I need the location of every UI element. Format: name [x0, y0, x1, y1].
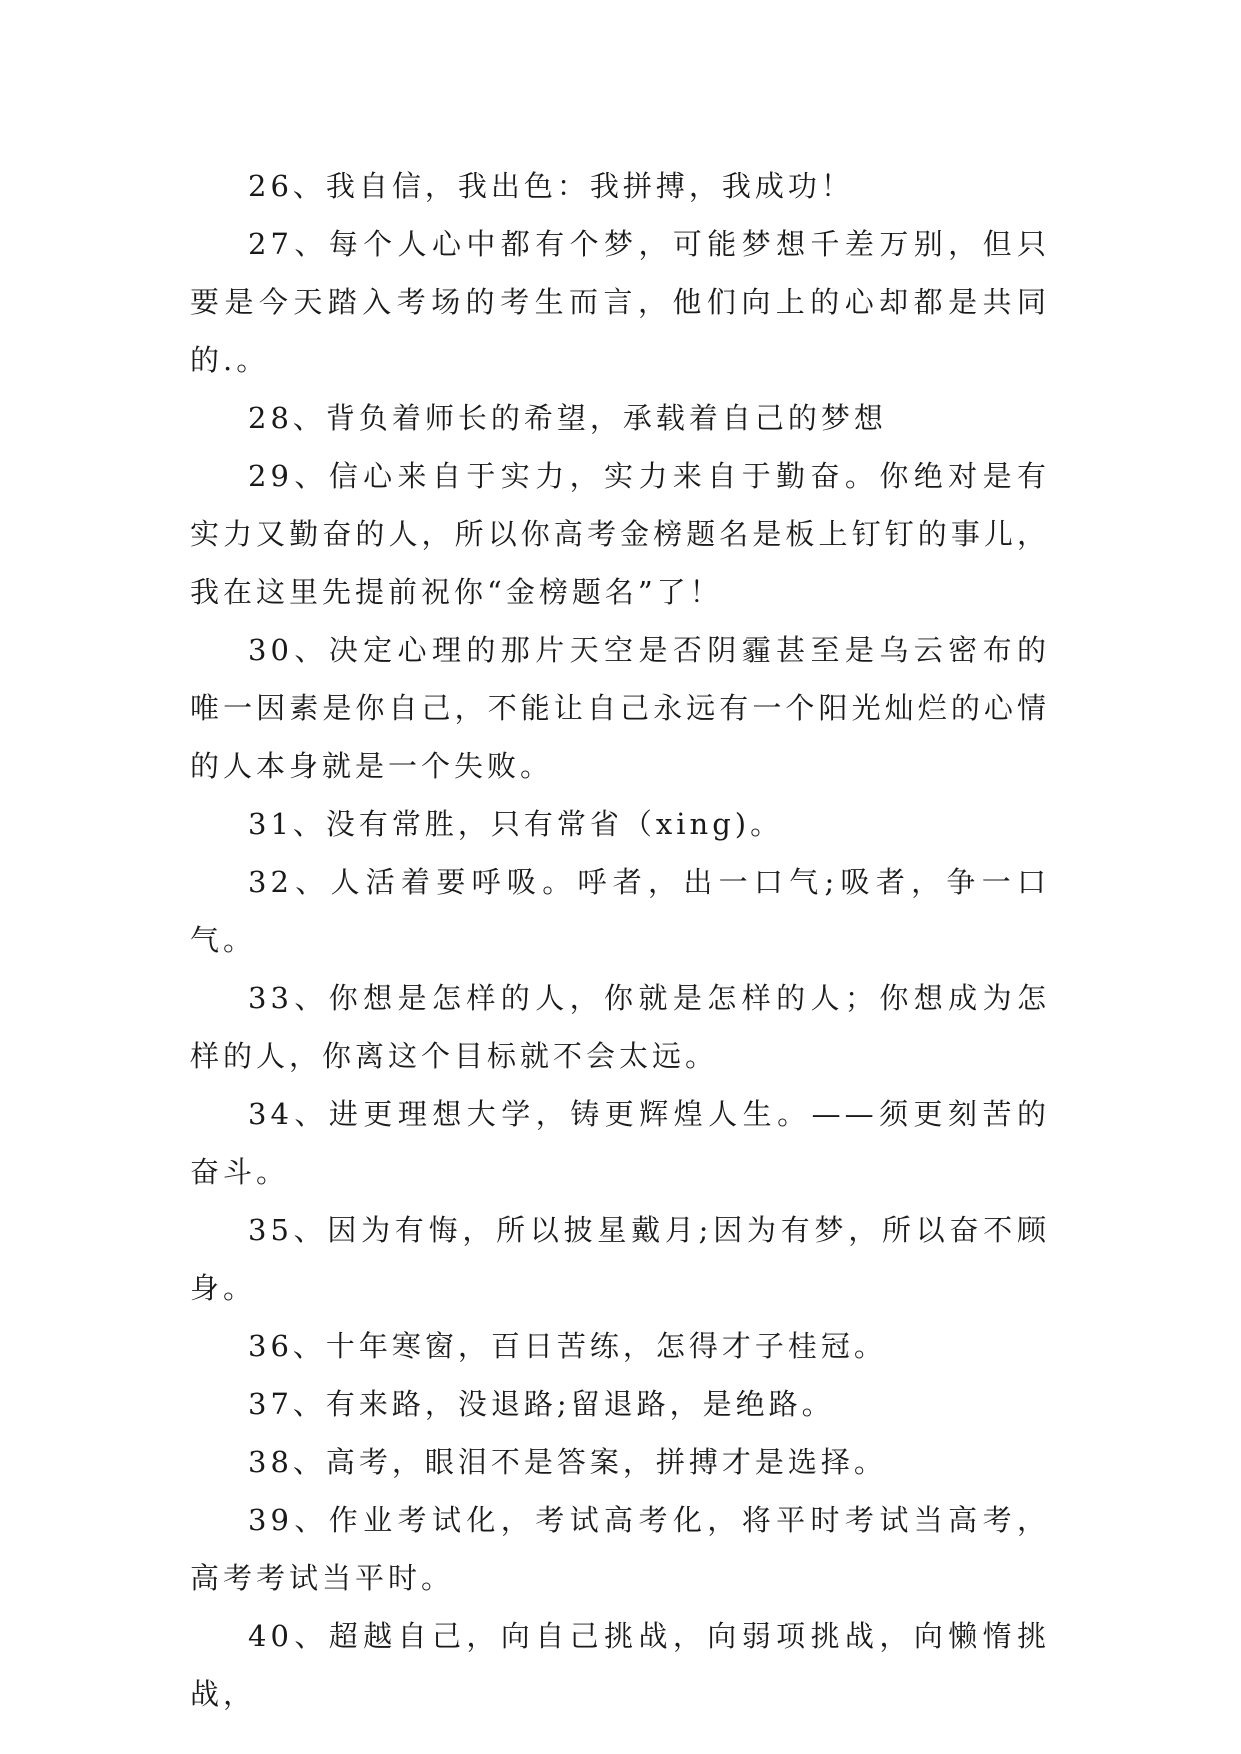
document-body [190, 157, 1050, 1723]
paragraph-38: 38、高考，眼泪不是答案，拼搏才是选择。 [248, 1445, 887, 1479]
paragraph-37: 37、有来路，没退路;留退路，是绝路。 [248, 1387, 835, 1421]
paragraph-33: 33、你想是怎样的人，你就是怎样的人；你想成为怎样的人，你离这个目标就不会太远。 [190, 981, 1050, 1073]
paragraph-34: 34、进更理想大学，铸更辉煌人生。——须更刻苦的奋斗。 [190, 1097, 1050, 1189]
paragraph-36: 36、十年寒窗，百日苦练，怎得才子桂冠。 [248, 1329, 887, 1363]
paragraph-31: 31、没有常胜，只有常省（xing)。 [248, 807, 784, 841]
paragraph-32: 32、人活着要呼吸。呼者，出一口气;吸者，争一口气。 [190, 865, 1050, 957]
paragraph-40: 40、超越自己，向自己挑战，向弱项挑战，向懒惰挑战， [190, 1619, 1050, 1711]
paragraph-30: 30、决定心理的那片天空是否阴霾甚至是乌云密布的唯一因素是你自己，不能让自己永远有一个阳光灿烂的心情的人本身就是一个失败。 [190, 633, 1050, 783]
paragraph-28: 28、背负着师长的希望，承载着自己的梦想 [248, 401, 887, 435]
paragraph-39: 39、作业考试化，考试高考化，将平时考试当高考，高考考试当平时。 [190, 1503, 1050, 1595]
paragraph-35: 35、因为有悔，所以披星戴月;因为有梦，所以奋不顾身。 [190, 1213, 1050, 1305]
paragraph-29: 29、信心来自于实力，实力来自于勤奋。你绝对是有实力又勤奋的人，所以你高考金榜题名是板上钉钉的事儿，我在这里先提前祝你“金榜题名”了！ [190, 459, 1050, 609]
paragraph-26: 26、我自信，我出色：我拼搏，我成功！ [248, 169, 854, 203]
paragraph-27: 27、每个人心中都有个梦，可能梦想千差万别，但只要是今天踏入考场的考生而言，他们向上的心却都是共同的.。 [190, 227, 1050, 377]
